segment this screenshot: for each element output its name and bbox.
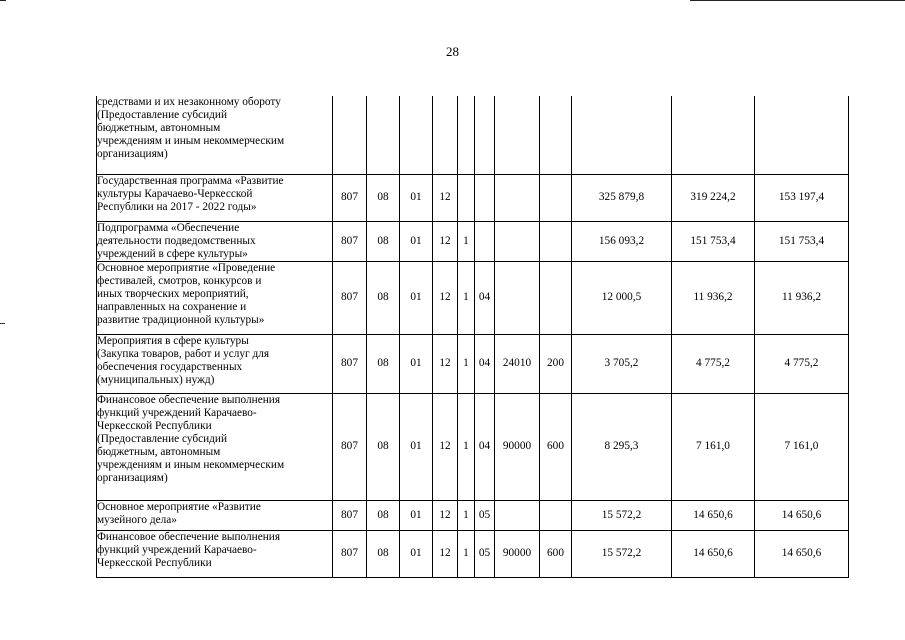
cell-rz: 08 bbox=[367, 221, 400, 261]
table-row bbox=[97, 334, 849, 393]
cell-pr: 01 bbox=[400, 174, 433, 221]
row-name-cell bbox=[97, 393, 333, 500]
table-row bbox=[97, 530, 849, 577]
cell-event: 04 bbox=[475, 334, 495, 393]
cell-rz bbox=[367, 96, 400, 174]
cell-direction bbox=[495, 261, 540, 334]
row-name-line: (Предоставление субсидий bbox=[97, 109, 227, 121]
row-name-cell bbox=[97, 221, 333, 261]
cell-program: 12 bbox=[433, 393, 458, 500]
cell-subprogram: 1 bbox=[458, 530, 475, 577]
cell-amount-1: 156 093,2 bbox=[572, 221, 672, 261]
row-name-line: фестивалей, смотров, конкурсов и bbox=[97, 274, 262, 287]
cell-expense-type bbox=[540, 96, 572, 174]
cell-ved: 807 bbox=[333, 221, 367, 261]
cell-ved: 807 bbox=[333, 393, 367, 500]
row-name-line: функций учреждений Карачаево- bbox=[97, 406, 257, 419]
cell-pr: 01 bbox=[400, 334, 433, 393]
row-name-line: бюджетным, автономным bbox=[97, 122, 221, 134]
cell-amount-2: 7 161,0 bbox=[672, 393, 755, 500]
row-name-line: Черкесской Республики bbox=[97, 419, 212, 432]
row-name-line: Республики на 2017 - 2022 годы» bbox=[97, 200, 257, 213]
cell-expense-type bbox=[540, 174, 572, 221]
row-name-line: Основное мероприятие «Проведение bbox=[97, 261, 276, 274]
cell-direction: 90000 bbox=[495, 530, 540, 577]
row-name-line: организациям) bbox=[97, 148, 168, 160]
cell-event bbox=[475, 221, 495, 261]
row-name-line: бюджетным, автономным bbox=[97, 445, 221, 458]
cell-pr: 01 bbox=[400, 221, 433, 261]
cell-amount-1 bbox=[572, 96, 672, 174]
row-name-cell bbox=[97, 96, 333, 174]
cell-direction bbox=[495, 500, 540, 530]
row-name-line: Подпрограмма «Обеспечение bbox=[97, 221, 240, 234]
cell-subprogram: 1 bbox=[458, 261, 475, 334]
cell-amount-1: 15 572,2 bbox=[572, 500, 672, 530]
top-rule-left bbox=[0, 0, 6, 1]
row-name-line: развитие традиционной культуры» bbox=[97, 313, 265, 326]
cell-amount-3 bbox=[755, 96, 849, 174]
cell-event: 04 bbox=[475, 393, 495, 500]
cell-expense-type: 200 bbox=[540, 334, 572, 393]
cell-direction: 24010 bbox=[495, 334, 540, 393]
table-row bbox=[97, 261, 849, 334]
cell-rz: 08 bbox=[367, 500, 400, 530]
cell-pr: 01 bbox=[400, 261, 433, 334]
row-name-cell bbox=[97, 174, 333, 221]
row-name-line: Черкесской Республики bbox=[97, 556, 212, 569]
cell-program bbox=[433, 96, 458, 174]
row-name-cell bbox=[97, 334, 333, 393]
cell-program: 12 bbox=[433, 261, 458, 334]
top-rule-right bbox=[690, 0, 905, 1]
row-name-line: обеспечения государственных bbox=[97, 360, 243, 373]
row-name-line: Основное мероприятие «Развитие bbox=[97, 500, 261, 513]
cell-direction: 90000 bbox=[495, 393, 540, 500]
row-name-line: направленных на сохранение и bbox=[97, 300, 247, 313]
row-name-line: учреждений в сфере культуры» bbox=[97, 247, 248, 260]
cell-event: 04 bbox=[475, 261, 495, 334]
cell-amount-1: 12 000,5 bbox=[572, 261, 672, 334]
cell-amount-2: 151 753,4 bbox=[672, 221, 755, 261]
row-name-line: средствами и их незаконному обороту bbox=[97, 96, 281, 108]
cell-event: 05 bbox=[475, 500, 495, 530]
cell-amount-3: 4 775,2 bbox=[755, 334, 849, 393]
cell-rz: 08 bbox=[367, 530, 400, 577]
cell-subprogram: 1 bbox=[458, 334, 475, 393]
cell-subprogram: 1 bbox=[458, 221, 475, 261]
cell-program: 12 bbox=[433, 174, 458, 221]
row-name-line: Мероприятия в сфере культуры bbox=[97, 334, 249, 347]
cell-subprogram bbox=[458, 96, 475, 174]
row-name-line: Финансовое обеспечение выполнения bbox=[97, 393, 281, 406]
cell-ved: 807 bbox=[333, 174, 367, 221]
cell-pr: 01 bbox=[400, 530, 433, 577]
row-name-line: деятельности подведомственных bbox=[97, 234, 256, 247]
row-name-line: культуры Карачаево-Черкесской bbox=[97, 187, 253, 200]
cell-expense-type bbox=[540, 500, 572, 530]
row-name-line: учреждениям и иным некоммерческим bbox=[97, 135, 285, 147]
row-name-line: (Предоставление субсидий bbox=[97, 432, 227, 445]
cell-amount-3: 7 161,0 bbox=[755, 393, 849, 500]
row-name-line: иных творческих мероприятий, bbox=[97, 287, 249, 300]
cell-pr bbox=[400, 96, 433, 174]
cell-amount-3: 151 753,4 bbox=[755, 221, 849, 261]
cell-amount-3: 14 650,6 bbox=[755, 500, 849, 530]
cell-pr: 01 bbox=[400, 393, 433, 500]
cell-rz: 08 bbox=[367, 334, 400, 393]
cell-event: 05 bbox=[475, 530, 495, 577]
cell-amount-1: 3 705,2 bbox=[572, 334, 672, 393]
cell-amount-2: 14 650,6 bbox=[672, 500, 755, 530]
cell-amount-1: 8 295,3 bbox=[572, 393, 672, 500]
cell-subprogram: 1 bbox=[458, 393, 475, 500]
table-row bbox=[97, 500, 849, 530]
row-name-line: Государственная программа «Развитие bbox=[97, 174, 284, 187]
table-row bbox=[97, 221, 849, 261]
cell-amount-2: 319 224,2 bbox=[672, 174, 755, 221]
cell-pr: 01 bbox=[400, 500, 433, 530]
cell-expense-type bbox=[540, 261, 572, 334]
cell-direction bbox=[495, 96, 540, 174]
row-name-line: музейного дела» bbox=[97, 513, 177, 526]
row-name-line: учреждениям и иным некоммерческим bbox=[97, 458, 285, 471]
cell-amount-3: 153 197,4 bbox=[755, 174, 849, 221]
row-name-line: организациям) bbox=[97, 471, 168, 484]
margin-mark bbox=[0, 323, 5, 324]
cell-ved: 807 bbox=[333, 530, 367, 577]
cell-amount-1: 15 572,2 bbox=[572, 530, 672, 577]
cell-direction bbox=[495, 174, 540, 221]
cell-amount-3: 14 650,6 bbox=[755, 530, 849, 577]
cell-program: 12 bbox=[433, 334, 458, 393]
cell-program: 12 bbox=[433, 500, 458, 530]
cell-rz: 08 bbox=[367, 261, 400, 334]
table-body bbox=[97, 96, 849, 577]
cell-event bbox=[475, 96, 495, 174]
row-name-line: (муниципальных) нужд) bbox=[97, 373, 215, 386]
cell-program: 12 bbox=[433, 221, 458, 261]
row-name-line: Финансовое обеспечение выполнения bbox=[97, 530, 281, 543]
cell-amount-1: 325 879,8 bbox=[572, 174, 672, 221]
cell-rz: 08 bbox=[367, 393, 400, 500]
cell-ved: 807 bbox=[333, 334, 367, 393]
budget-table bbox=[96, 96, 849, 578]
cell-amount-2: 4 775,2 bbox=[672, 334, 755, 393]
row-name-line: (Закупка товаров, работ и услуг для bbox=[97, 347, 270, 360]
row-name-cell bbox=[97, 500, 333, 530]
cell-event bbox=[475, 174, 495, 221]
cell-expense-type: 600 bbox=[540, 393, 572, 500]
table-row bbox=[97, 96, 849, 174]
table-row bbox=[97, 393, 849, 500]
cell-amount-3: 11 936,2 bbox=[755, 261, 849, 334]
row-name-cell bbox=[97, 530, 333, 577]
page-number: 28 bbox=[446, 44, 459, 59]
cell-expense-type bbox=[540, 221, 572, 261]
cell-amount-2: 11 936,2 bbox=[672, 261, 755, 334]
row-name-cell bbox=[97, 261, 333, 334]
cell-expense-type: 600 bbox=[540, 530, 572, 577]
cell-subprogram: 1 bbox=[458, 500, 475, 530]
cell-amount-2: 14 650,6 bbox=[672, 530, 755, 577]
cell-amount-2 bbox=[672, 96, 755, 174]
cell-ved bbox=[333, 96, 367, 174]
cell-rz: 08 bbox=[367, 174, 400, 221]
cell-subprogram bbox=[458, 174, 475, 221]
table-row bbox=[97, 174, 849, 221]
row-name-line: функций учреждений Карачаево- bbox=[97, 543, 257, 556]
cell-direction bbox=[495, 221, 540, 261]
cell-program: 12 bbox=[433, 530, 458, 577]
cell-ved: 807 bbox=[333, 500, 367, 530]
cell-ved: 807 bbox=[333, 261, 367, 334]
